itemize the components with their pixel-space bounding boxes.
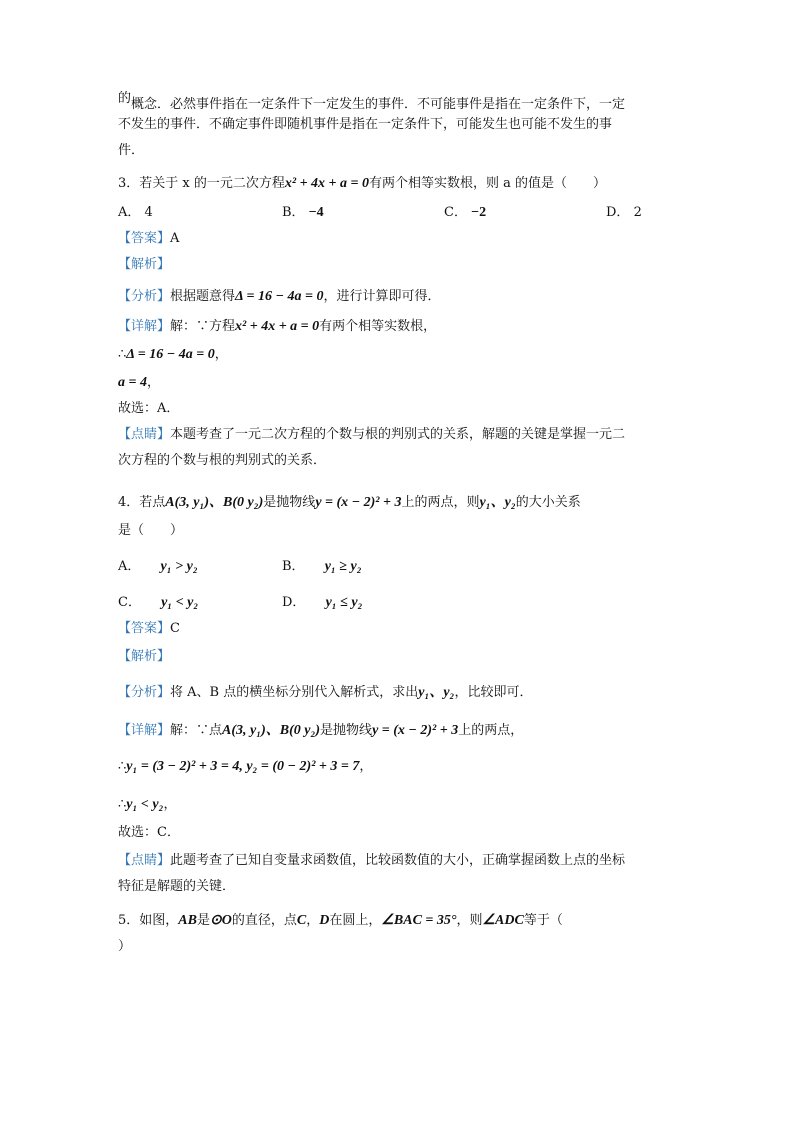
option-value: y₁ > y₂ — [160, 559, 198, 574]
q4-option-d — [282, 594, 362, 612]
answer-value: A — [170, 231, 180, 246]
option-letter: D． — [282, 595, 306, 610]
q3-option-c — [444, 204, 486, 222]
q3-stem-prefix: 3．若关于 x 的一元二次方程 — [118, 176, 285, 191]
q3-step-2 — [118, 374, 160, 392]
option-letter: D． — [606, 205, 630, 220]
q4-parabola: y = (x − 2)² + 3 — [315, 495, 402, 510]
intro-line-1 — [118, 91, 626, 114]
q4-option-a — [118, 558, 198, 576]
comment-text: 此题考查了已知自变量求函数值，比较函数值的大小，正确掌握函数上点的坐标 — [170, 853, 626, 868]
q5-angle: ∠BAC = 35° — [381, 913, 457, 928]
detail-math: x² + 4x + a = 0 — [235, 319, 320, 334]
q4-option-c — [118, 594, 198, 612]
stem-text: 的大小关系 — [515, 495, 581, 510]
detail-tag: 【详解】 — [118, 319, 171, 334]
q4-comment-1 — [118, 852, 625, 870]
option-value: 4 — [144, 205, 153, 220]
q4-vars: y₁、y₂ — [479, 495, 516, 510]
stem-text: 在圆上， — [329, 913, 382, 928]
detail-text: 有两个相等实数根， — [319, 319, 437, 334]
q3-fenxi — [118, 288, 441, 306]
q3-stem-suffix: 有两个相等实数根，则 a 的值是（ ） — [369, 176, 607, 191]
stem-text: ，则 — [456, 913, 483, 928]
q5-stem — [118, 912, 563, 930]
answer-tag: 【答案】 — [118, 621, 171, 636]
q3-comment-2: 次方程的个数与根的判别式的关系． — [118, 453, 327, 468]
q3-answer — [118, 230, 179, 248]
q3-option-a — [118, 204, 153, 222]
step-text: ， — [359, 759, 373, 774]
q3-analysis-tag: 【解析】 — [118, 257, 171, 272]
option-value: 2 — [633, 205, 642, 220]
fenxi-math: y₁、y₂ — [418, 685, 455, 700]
step-text: ， — [163, 797, 177, 812]
fenxi-tag: 【分析】 — [118, 685, 171, 700]
detail-points: A(3, y₁)、B(0 y₂) — [222, 723, 321, 738]
detail-parabola: y = (x − 2)² + 3 — [372, 723, 459, 738]
q5-c: C — [296, 913, 307, 928]
q5-d: D — [319, 913, 330, 928]
detail-text: 解：∵方程 — [170, 319, 236, 334]
comment-text: 本题考查了一元二次方程的个数与根的判别式的关系，解题的关键是掌握一元二 — [170, 427, 626, 442]
option-letter: A． — [118, 205, 141, 220]
q4-detail — [118, 722, 523, 740]
option-value: y₁ ≥ y₂ — [324, 559, 362, 574]
fenxi-text: 根据题意得 — [170, 289, 236, 304]
step-text: ∴ — [118, 347, 127, 362]
q3-stem — [118, 175, 606, 193]
fenxi-tag: 【分析】 — [118, 289, 171, 304]
stem-text: 上的两点，则 — [401, 495, 480, 510]
step-text: ∴ — [118, 797, 127, 812]
q3-option-b — [282, 204, 324, 222]
option-value: −4 — [308, 205, 324, 220]
stem-text: 5．如图， — [118, 913, 179, 928]
fenxi-text: ，比较即可． — [454, 685, 533, 700]
q4-step-2 — [118, 796, 176, 814]
option-letter: C． — [444, 205, 467, 220]
option-value: −2 — [471, 205, 487, 220]
stem-text: 的直径，点 — [231, 913, 297, 928]
option-letter: B． — [282, 559, 305, 574]
step-math: Δ = 16 − 4a = 0 — [126, 347, 215, 362]
q3-option-d — [606, 204, 642, 222]
comment-tag: 【点睛】 — [118, 427, 171, 442]
comment-tag: 【点睛】 — [118, 853, 171, 868]
stem-text: 4．若点 — [118, 495, 166, 510]
stem-text: 是 — [196, 913, 210, 928]
q5-ab: AB — [178, 913, 197, 928]
step-text: ， — [146, 375, 160, 390]
step-math: y₁ = (3 − 2)² + 3 = 4, y₂ = (0 − 2)² + 3 = 7 — [126, 759, 360, 774]
step-math: y₁ < y₂ — [126, 797, 164, 812]
q4-choose: 故选：C． — [118, 825, 180, 840]
option-value: y₁ < y₂ — [161, 595, 199, 610]
answer-tag: 【答案】 — [118, 231, 171, 246]
q5-target: ∠ADC — [482, 913, 524, 928]
q4-points: A(3, y₁)、B(0 y₂) — [165, 495, 264, 510]
detail-text: 上的两点， — [458, 723, 524, 738]
q3-detail — [118, 318, 436, 336]
q3-equation: x² + 4x + a = 0 — [284, 176, 370, 191]
answer-value: C — [170, 621, 180, 636]
detail-tag: 【详解】 — [118, 723, 171, 738]
option-letter: B． — [282, 205, 305, 220]
q4-stem — [118, 494, 581, 512]
q4-analysis-tag: 【解析】 — [118, 649, 171, 664]
option-value: y₁ ≤ y₂ — [325, 595, 363, 610]
fenxi-text: 将 A、B 点的横坐标分别代入解析式，求出 — [170, 685, 419, 700]
option-letter: C． — [118, 595, 141, 610]
q4-stem-line-2: 是（ ） — [118, 523, 184, 538]
q4-fenxi — [118, 684, 532, 702]
q5-circle: ⊙O — [209, 913, 232, 928]
stem-text: 是抛物线 — [263, 495, 316, 510]
fenxi-math: Δ = 16 − 4a = 0 — [235, 289, 324, 304]
step-text: ， — [214, 347, 228, 362]
q3-step-1 — [118, 346, 228, 364]
stem-text: 等于（ — [523, 913, 563, 928]
option-letter: A． — [118, 559, 141, 574]
q4-option-b — [282, 558, 362, 576]
detail-text: 是抛物线 — [320, 723, 373, 738]
q4-step-1 — [118, 758, 372, 776]
intro-line-3: 件． — [118, 143, 145, 158]
q4-answer — [118, 620, 180, 638]
q5-stem-line-2: ） — [118, 939, 132, 954]
detail-text: 解：∵点 — [170, 723, 223, 738]
q4-comment-2: 特征是解题的关键． — [118, 879, 236, 894]
q3-choose: 故选：A． — [118, 401, 180, 416]
fenxi-text: ，进行计算即可得． — [323, 289, 441, 304]
stem-text: ， — [306, 913, 320, 928]
q3-comment-1 — [118, 426, 625, 444]
step-text: ∴ — [118, 759, 127, 774]
intro-line-2: 不发生的事件．不确定事件即随机事件是指在一定条件下，可能发生也可能不发生的事 — [118, 117, 613, 132]
intro-text: 概念．必然事件指在一定条件下一定发生的事件．不可能事件是指在一定条件下，一定 — [131, 97, 626, 112]
step-math: a = 4 — [118, 375, 147, 390]
intro-fragment: 的 — [118, 91, 132, 106]
